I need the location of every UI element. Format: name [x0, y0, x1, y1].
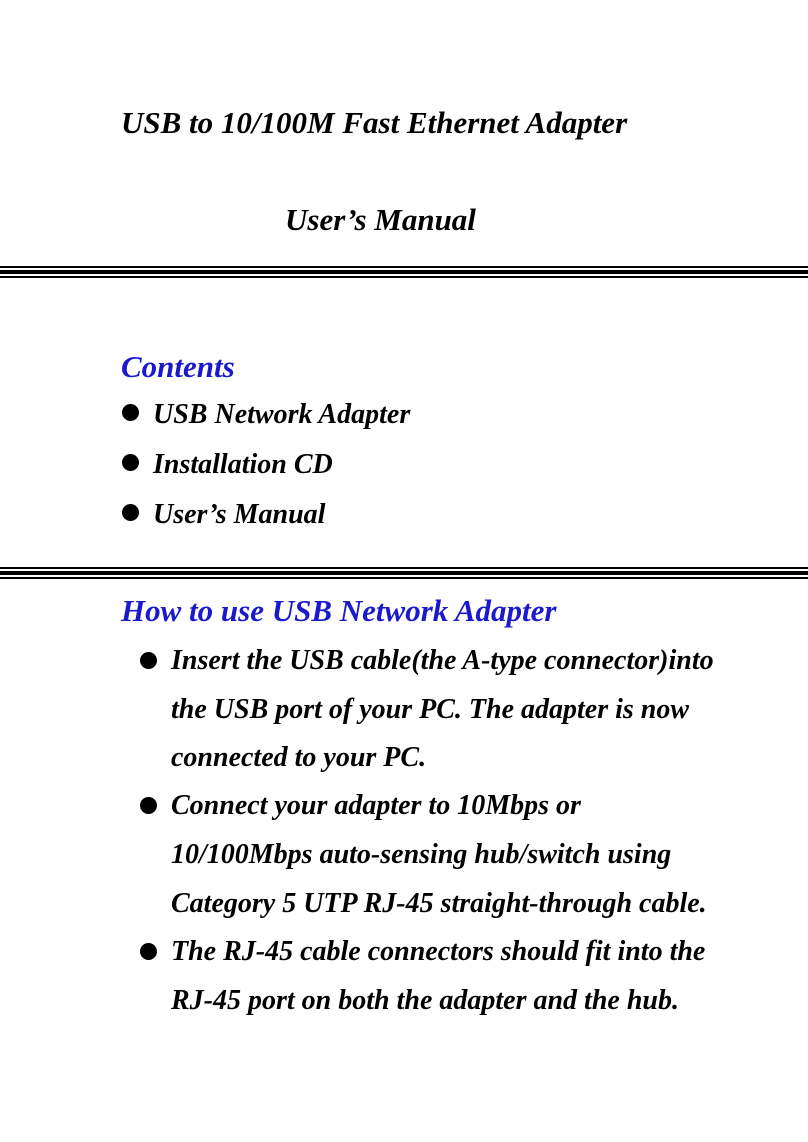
contents-item-adapter: USB Network Adapter: [153, 399, 411, 430]
step-2-line-3: Category 5 UTP RJ-45 straight-through cable.: [171, 888, 707, 919]
step-1-line-3: connected to your PC.: [171, 742, 427, 773]
contents-heading: Contents: [121, 349, 235, 384]
bullet-icon: [140, 797, 157, 814]
howto-heading: How to use USB Network Adapter: [121, 593, 557, 628]
bullet-icon: [122, 504, 139, 521]
step-3-line-2: RJ-45 port on both the adapter and the hub.: [171, 985, 679, 1016]
document-title: USB to 10/100M Fast Ethernet Adapter: [121, 105, 628, 140]
contents-item-manual: User’s Manual: [153, 499, 326, 530]
double-rule-divider: [0, 266, 808, 278]
double-rule-divider: [0, 567, 808, 579]
document-subtitle: User’s Manual: [285, 202, 476, 237]
bullet-icon: [140, 652, 157, 669]
bullet-icon: [122, 404, 139, 421]
bullet-icon: [122, 454, 139, 471]
step-2-line-2: 10/100Mbps auto-sensing hub/switch using: [171, 839, 672, 870]
contents-item-cd: Installation CD: [153, 449, 333, 480]
bullet-icon: [140, 943, 157, 960]
step-1-line-1: Insert the USB cable(the A-type connector)into: [171, 645, 714, 676]
step-2-line-1: Connect your adapter to 10Mbps or: [171, 790, 581, 821]
step-3-line-1: The RJ-45 cable connectors should fit into the: [171, 936, 706, 967]
step-1-line-2: the USB port of your PC. The adapter is now: [171, 694, 690, 725]
